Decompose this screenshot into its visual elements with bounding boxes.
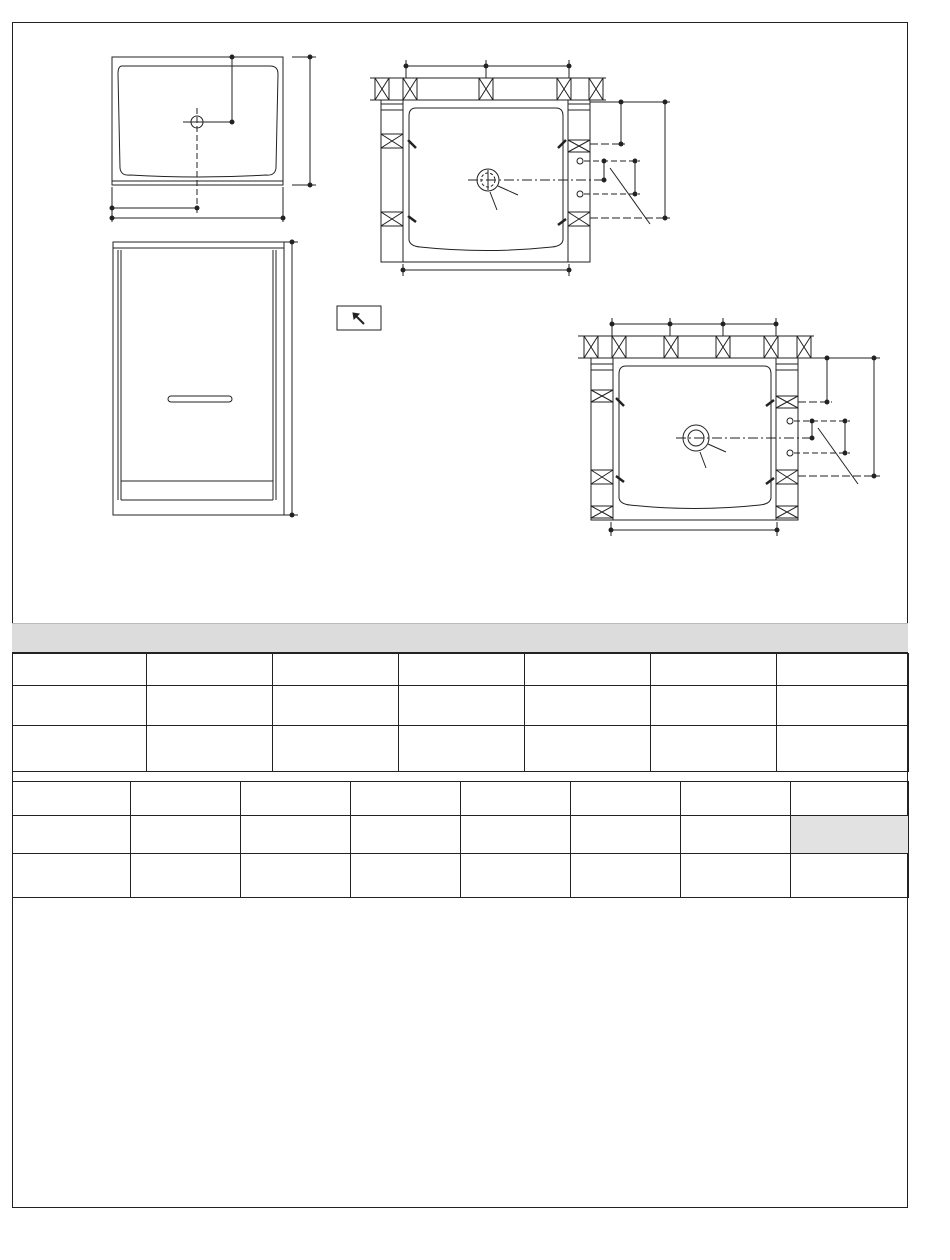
table-cell bbox=[351, 782, 461, 816]
table-cell bbox=[525, 686, 651, 726]
table-cell bbox=[13, 854, 131, 898]
spec-table-1 bbox=[12, 653, 909, 772]
table-row bbox=[13, 654, 909, 686]
plan-view-upper bbox=[370, 60, 670, 276]
table-cell bbox=[681, 816, 791, 854]
table-cell bbox=[273, 686, 399, 726]
table-cell bbox=[651, 726, 777, 772]
table-cell bbox=[13, 686, 147, 726]
table-cell-shaded bbox=[791, 816, 909, 854]
table-cell bbox=[131, 854, 241, 898]
installation-drawings bbox=[0, 0, 950, 620]
table-cell bbox=[791, 854, 909, 898]
table-cell bbox=[13, 782, 131, 816]
table-cell bbox=[681, 782, 791, 816]
table-cell bbox=[241, 854, 351, 898]
table-cell bbox=[461, 854, 571, 898]
table-cell bbox=[651, 654, 777, 686]
table-cell bbox=[13, 816, 131, 854]
table-row bbox=[13, 726, 909, 772]
table-cell bbox=[13, 726, 147, 772]
table-cell bbox=[147, 726, 273, 772]
table-cell bbox=[777, 686, 909, 726]
table-cell bbox=[351, 816, 461, 854]
table-cell bbox=[147, 686, 273, 726]
table-cell bbox=[241, 782, 351, 816]
spec-table-header-band bbox=[12, 623, 908, 653]
table-cell bbox=[525, 654, 651, 686]
base-front-view bbox=[110, 55, 316, 222]
table-cell bbox=[571, 782, 681, 816]
table-row bbox=[13, 854, 909, 898]
table-row bbox=[13, 782, 909, 816]
table-cell bbox=[681, 854, 791, 898]
table-cell bbox=[131, 816, 241, 854]
table-cell bbox=[273, 654, 399, 686]
table-cell bbox=[131, 782, 241, 816]
table-row bbox=[13, 686, 909, 726]
table-cell bbox=[399, 686, 525, 726]
arrow-nw-icon bbox=[337, 306, 381, 330]
table-cell bbox=[399, 726, 525, 772]
table-cell bbox=[147, 654, 273, 686]
table-cell bbox=[525, 726, 651, 772]
table-cell bbox=[777, 654, 909, 686]
table-cell bbox=[571, 854, 681, 898]
table-cell bbox=[351, 854, 461, 898]
plan-view-lower bbox=[578, 318, 880, 536]
elevation-view bbox=[113, 240, 298, 517]
table-cell bbox=[241, 816, 351, 854]
spec-table-2 bbox=[12, 781, 909, 898]
table-cell bbox=[461, 782, 571, 816]
table-cell bbox=[791, 782, 909, 816]
table-row bbox=[13, 816, 909, 854]
table-cell bbox=[571, 816, 681, 854]
table-cell bbox=[273, 726, 399, 772]
table-cell bbox=[777, 726, 909, 772]
table-cell bbox=[461, 816, 571, 854]
table-cell bbox=[651, 686, 777, 726]
table-cell bbox=[13, 654, 147, 686]
table-cell bbox=[399, 654, 525, 686]
